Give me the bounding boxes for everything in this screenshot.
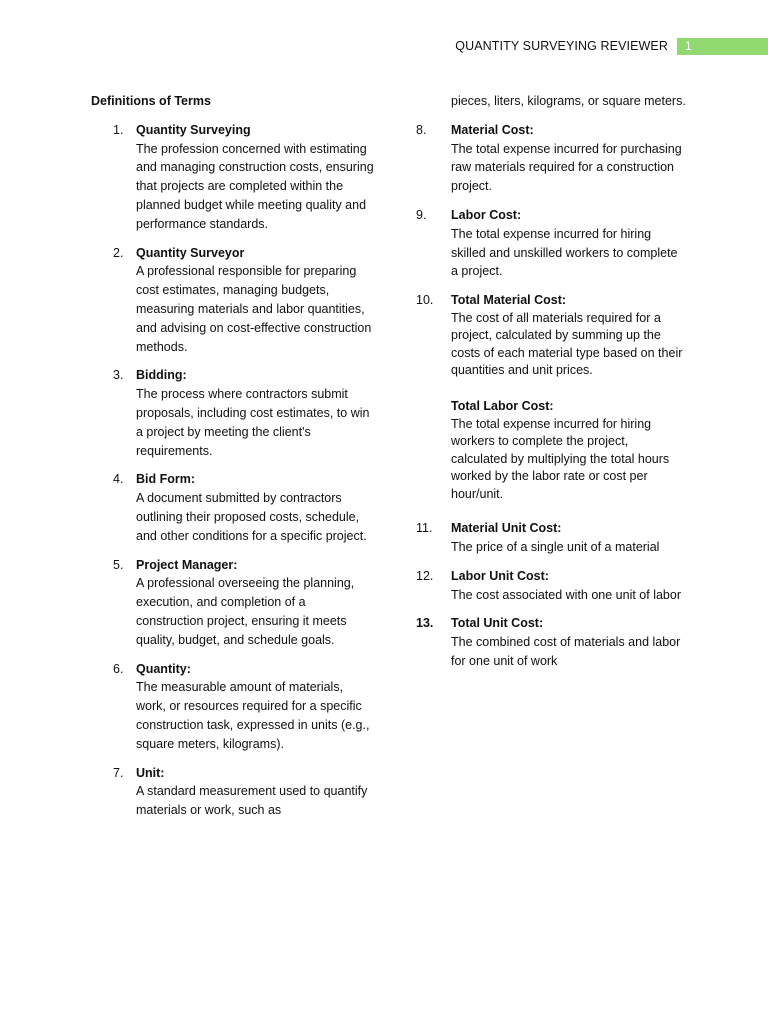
item-number: 7.	[113, 765, 124, 780]
item-number: 8.	[416, 122, 427, 137]
term-item-9	[416, 206, 686, 281]
term-definition: A document submitted by contractors outlining their proposed costs, schedule, and other conditions for a specific project.	[136, 491, 367, 543]
term-title: Total Unit Cost:	[451, 616, 544, 631]
term-item-13	[416, 614, 686, 670]
definition-continuation: pieces, liters, kilograms, or square meters.	[451, 94, 686, 108]
item-number: 3.	[113, 368, 124, 383]
item-number: 5.	[113, 557, 124, 572]
term-definition: A professional responsible for preparing cost estimates, managing budgets, measuring materials and labor quantities, and advising on cost-effective construction methods.	[136, 264, 372, 354]
term-definition: The measurable amount of materials, work, or resources required for a specific construction task, expressed in units (e.g., square meters, kilograms).	[136, 680, 370, 751]
term-item-6	[91, 660, 376, 754]
term-definition: The cost of all materials required for a project, calculated by summing up the costs of each material type based on their quantities and unit prices.	[451, 310, 683, 378]
term-definition: A professional overseeing the planning, execution, and completion of a construction project, ensuring it meets quality, budget, and schedule goals.	[136, 576, 355, 647]
term-definition: The profession concerned with estimating and managing construction costs, ensuring that projects are completed within the planned budget while meeting quality and performance standards.	[136, 141, 374, 231]
term-title: Material Cost:	[451, 122, 534, 137]
item-number: 4.	[113, 472, 124, 487]
page-header	[455, 37, 768, 55]
term-definition: The cost associated with one unit of labor	[451, 587, 681, 602]
term-definition: A standard measurement used to quantify materials or work, such as	[136, 784, 368, 818]
term-item-11	[416, 519, 686, 557]
term-definition: The combined cost of materials and labor for one unit of work	[451, 635, 681, 669]
subterm-title: Total Labor Cost:	[451, 398, 554, 413]
term-definition: The process where contractors submit proposals, including cost estimates, to win a project by meeting the client's requirements.	[136, 387, 370, 458]
term-definition: The total expense incurred for purchasing raw materials required for a construction project.	[451, 141, 682, 194]
term-item-1	[91, 121, 376, 234]
term-title: Material Unit Cost:	[451, 521, 562, 536]
term-title: Project Manager:	[136, 557, 238, 572]
term-title: Unit:	[136, 765, 165, 780]
term-title: Quantity Surveyor	[136, 245, 245, 260]
item-number: 12.	[416, 568, 434, 583]
term-item-4	[91, 470, 376, 545]
section-title: Definitions of Terms	[91, 94, 211, 108]
term-item-10	[416, 291, 686, 503]
item-number: 10.	[416, 293, 434, 308]
header-title: QUANTITY SURVEYING REVIEWER	[455, 39, 668, 53]
term-title: Total Material Cost:	[451, 293, 567, 308]
item-number: 2.	[113, 245, 124, 260]
term-definition: The total expense incurred for hiring skilled and unskilled workers to complete a project.	[451, 226, 678, 279]
right-column	[416, 92, 686, 681]
term-item-12	[416, 567, 686, 605]
term-title: Labor Cost:	[451, 207, 522, 222]
term-title: Quantity:	[136, 661, 191, 676]
term-title: Quantity Surveying	[136, 122, 251, 137]
term-title: Bidding:	[136, 368, 187, 383]
term-item-5	[91, 556, 376, 650]
item-number: 1.	[113, 122, 124, 137]
term-item-2	[91, 244, 376, 357]
item-number: 11.	[416, 521, 433, 536]
term-title: Labor Unit Cost:	[451, 568, 549, 583]
left-column	[91, 92, 376, 830]
term-item-7	[91, 764, 376, 820]
term-title: Bid Form:	[136, 472, 196, 487]
item-number: 13.	[416, 616, 434, 631]
term-definition: The price of a single unit of a material	[451, 540, 660, 555]
term-item-8	[416, 121, 686, 196]
term-item-3	[91, 366, 376, 460]
item-number: 9.	[416, 207, 427, 222]
page-number: 1	[677, 38, 768, 55]
subterm-definition: The total expense incurred for hiring workers to complete the project, calculated by multiplying the total hours worked by the labor rate or cost per hour/unit.	[451, 416, 670, 501]
item-number: 6.	[113, 661, 124, 676]
